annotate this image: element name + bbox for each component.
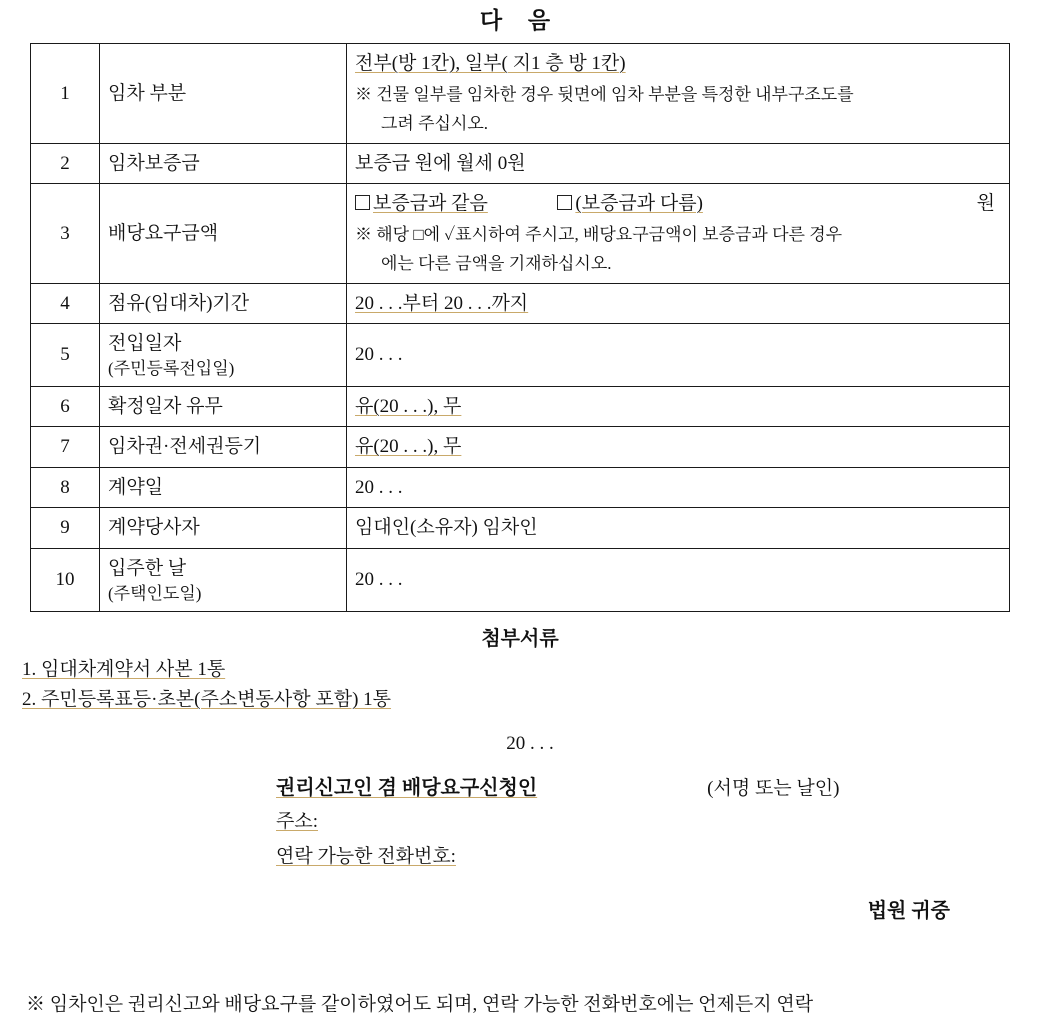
option-different-label: (보증금과 다름) [575, 193, 703, 215]
attachments-title: 첨부서류 [481, 627, 559, 650]
row-number: 6 [31, 386, 100, 427]
phone-row [0, 841, 1040, 868]
signature-or-seal-note: (서명 또는 날인) [707, 778, 840, 800]
row-value-main: 유(20 . . .), 무 [355, 395, 462, 417]
table-row [31, 44, 1010, 144]
row-value [347, 549, 1010, 612]
row-label: 임차보증금 [100, 143, 347, 184]
row-number: 8 [31, 467, 100, 508]
row-value [347, 324, 1010, 387]
page-title: 다 음 [479, 8, 561, 33]
phone-label: 연락 가능한 전화번호: [276, 846, 456, 868]
amount-unit: 원 [976, 193, 995, 215]
row-label: 계약당사자 [100, 508, 347, 549]
row-value [347, 143, 1010, 184]
row-number: 5 [31, 324, 100, 387]
row-label: 임차 부분 [100, 44, 347, 144]
attachment-item-text: 1. 임대차계약서 사본 1통 [22, 658, 226, 680]
row-label-sub: (주민등록전입일) [108, 358, 235, 378]
row-label: 배당요구금액 [100, 184, 347, 284]
row-value-main: 20 . . . [355, 476, 403, 498]
signer-title: 권리신고인 겸 배당요구신청인 [276, 777, 538, 800]
row-number: 3 [31, 184, 100, 284]
row-value-main: 20 . . . [355, 344, 403, 366]
row-note: ※ 건물 일부를 임차한 경우 뒷면에 임차 부분을 특정한 내부구조도를 [355, 84, 854, 104]
table-row [31, 427, 1010, 468]
table-row [31, 283, 1010, 324]
row-value-main: 유(20 . . .), 무 [355, 436, 462, 458]
table-row [31, 143, 1010, 184]
address-row [0, 806, 1040, 833]
row-label-main: 입주한 날 [108, 558, 187, 580]
row-value [347, 184, 1010, 284]
row-note-second: 그려 주십시오. [381, 114, 489, 134]
checkbox-different-from-deposit[interactable] [557, 195, 572, 210]
table-row [31, 386, 1010, 427]
table-row [31, 324, 1010, 387]
table-row [31, 184, 1010, 284]
row-value-main: 보증금 원에 월세 0원 [355, 152, 526, 174]
row-number: 4 [31, 283, 100, 324]
row-label: 점유(임대차)기간 [100, 283, 347, 324]
attachments-list [0, 655, 1040, 716]
row-value-main: 임대인(소유자) 임차인 [355, 517, 538, 539]
row-value-main: 전부(방 1칸), 일부( 지1 층 방 1칸) [355, 53, 626, 74]
row-label: 계약일 [100, 467, 347, 508]
checkbox-same-as-deposit[interactable] [355, 195, 370, 210]
row-value [347, 427, 1010, 468]
row-label: 확정일자 유무 [100, 386, 347, 427]
option-same-label: 보증금과 같음 [373, 193, 488, 215]
row-value [347, 283, 1010, 324]
table-row [31, 467, 1010, 508]
row-value [347, 508, 1010, 549]
row-note-second: 에는 다른 금액을 기재하십시오. [381, 254, 612, 274]
row-number: 1 [31, 44, 100, 144]
row-label [100, 549, 347, 612]
signer-row [0, 771, 1040, 800]
table-row [31, 549, 1010, 612]
row-number: 7 [31, 427, 100, 468]
list-item [22, 655, 1040, 685]
row-number: 2 [31, 143, 100, 184]
row-value-main: 20 . . .부터 20 . . .까지 [355, 292, 529, 314]
signature-date-line: 20 . . . [506, 733, 554, 755]
row-value-main: 20 . . . [355, 569, 403, 591]
row-value [347, 386, 1010, 427]
row-value [347, 467, 1010, 508]
row-label-main: 전입일자 [108, 333, 182, 355]
table-row [31, 508, 1010, 549]
row-label-sub: (주택인도일) [108, 583, 202, 603]
lease-details-table [30, 43, 1010, 612]
row-label: 임차권·전세권등기 [100, 427, 347, 468]
row-number: 10 [31, 549, 100, 612]
attachment-item-text: 2. 주민등록표등·초본(주소변동사항 포함) 1통 [22, 689, 392, 711]
row-note: ※ 해당 □에 ✓표시하여 주시고, 배당요구금액이 보증금과 다른 경우 [355, 224, 843, 244]
court-addressee: 법원 귀중 [867, 900, 950, 923]
footer-note: ※ 임차인은 권리신고와 배당요구를 같이하였어도 되며, 연락 가능한 전화번호에는 언제든지 연락 [26, 994, 814, 1015]
row-value [347, 44, 1010, 144]
row-label [100, 324, 347, 387]
address-label: 주소: [276, 811, 318, 833]
row-number: 9 [31, 508, 100, 549]
list-item [22, 685, 1040, 715]
